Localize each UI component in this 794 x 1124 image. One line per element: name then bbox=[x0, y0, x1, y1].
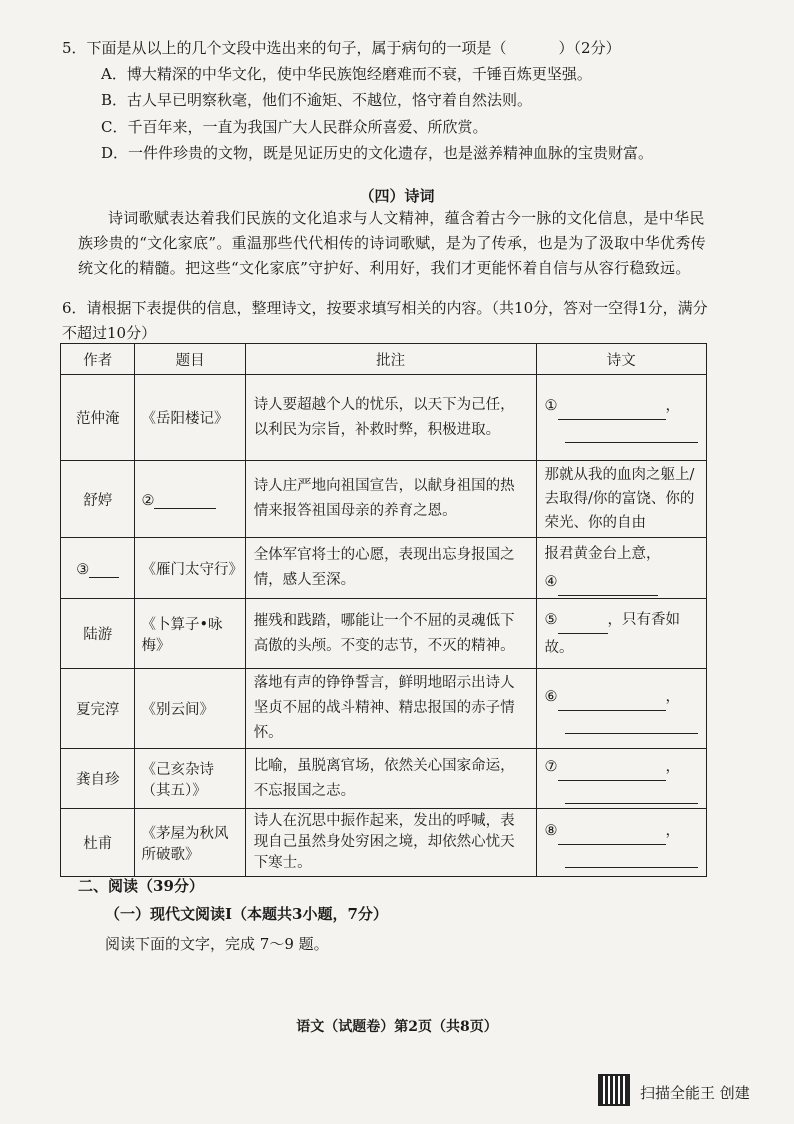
q6-stem: 6．请根据下表提供的信息，整理诗文，按要求填写相关的内容。（共10分，答对一空得1分，满分不超过10分） bbox=[62, 299, 708, 342]
table-row bbox=[61, 538, 707, 599]
cell-note: 诗人要超越个人的忧乐，以天下为己任，以利民为宗旨，补救时弊，积极进取。 bbox=[245, 375, 536, 461]
table-row bbox=[61, 375, 707, 461]
cell-author: 范仲淹 bbox=[61, 375, 135, 461]
cell-author: 杜甫 bbox=[61, 809, 135, 877]
cell-note: 落地有声的铮铮誓言，鲜明地昭示出诗人坚贞不屈的战斗精神、精忠报国的赤子情怀。 bbox=[245, 669, 536, 749]
cell-poem: 那就从我的血肉之躯上/去取得/你的富饶、你的荣光、你的自由 bbox=[536, 461, 706, 538]
scanner-watermark: 扫描全能王 创建 bbox=[640, 1084, 750, 1102]
cell-title: 《雁门太守行》 bbox=[135, 538, 245, 599]
answer-blank[interactable] bbox=[154, 490, 216, 509]
cell-poem: ⑥ ， bbox=[536, 669, 706, 749]
cell-author: 夏完淳 bbox=[61, 669, 135, 749]
q5-option-d: D．一件件珍贵的文物，既是见证历史的文化遗存，也是滋养精神血脉的宝贵财富。 bbox=[101, 144, 654, 162]
q5-option-a: A．博大精深的中华文化，使中华民族饱经磨难而不衰，千锤百炼更坚强。 bbox=[101, 65, 592, 83]
cell-poem: ⑤ ，只有香如故。 bbox=[536, 599, 706, 669]
header-title: 题目 bbox=[135, 344, 245, 375]
cell-author: 龚自珍 bbox=[61, 749, 135, 809]
qr-code-icon bbox=[598, 1074, 630, 1106]
table-row bbox=[61, 599, 707, 669]
answer-blank[interactable] bbox=[558, 762, 666, 781]
answer-blank[interactable] bbox=[558, 826, 666, 845]
table-row bbox=[61, 669, 707, 749]
cell-title: ② bbox=[135, 461, 245, 538]
answer-blank[interactable] bbox=[558, 577, 658, 596]
header-author: 作者 bbox=[61, 344, 135, 375]
cell-note: 诗人在沉思中振作起来，发出的呼喊，表现自己虽然身处穷困之境，却依然心忧天下寒士。 bbox=[245, 809, 536, 877]
answer-blank[interactable] bbox=[565, 420, 698, 443]
answer-blank[interactable] bbox=[565, 711, 698, 734]
cell-title: 《岳阳楼记》 bbox=[135, 375, 245, 461]
cell-poem: ⑦ ， bbox=[536, 749, 706, 809]
table-row bbox=[61, 461, 707, 538]
cell-note: 全体军官将士的心愿，表现出忘身报国之情，感人至深。 bbox=[245, 538, 536, 599]
cell-poem: ⑧ ， bbox=[536, 809, 706, 877]
cell-author: 舒婷 bbox=[61, 461, 135, 538]
cell-poem: 报君黄金台上意， ④ bbox=[536, 538, 706, 599]
cell-title: 《别云间》 bbox=[135, 669, 245, 749]
q5-option-b: B．古人早已明察秋毫，他们不逾矩、不越位，恪守着自然法则。 bbox=[101, 91, 533, 109]
section-intro: 诗词歌赋表达着我们民族的文化追求与人文精神，蕴含着古今一脉的文化信息，是中华民族珍贵的“文化家底”。重温那些代代相传的诗词歌赋，是为了传承，也是为了汲取中华优秀传统文化的精髓。把这些“文化家底”守护好、利用好，我们才更能怀着自信与从容行稳致远。 bbox=[78, 209, 706, 277]
answer-blank[interactable] bbox=[558, 401, 666, 420]
cell-title: 《茅屋为秋风所破歌》 bbox=[135, 809, 245, 877]
cell-note: 诗人庄严地向祖国宣告，以献身祖国的热情来报答祖国母亲的养育之恩。 bbox=[245, 461, 536, 538]
section-title: （四）诗词 bbox=[359, 187, 435, 205]
part2-subtitle: （一）现代文阅读Ⅰ（本题共3小题，7分） bbox=[105, 905, 388, 923]
answer-blank[interactable] bbox=[565, 845, 698, 868]
cell-author: 陆游 bbox=[61, 599, 135, 669]
q5-option-c: C．千百年来，一直为我国广大人民群众所喜爱、所欣赏。 bbox=[101, 118, 488, 136]
table-row bbox=[61, 749, 707, 809]
answer-blank[interactable] bbox=[558, 692, 666, 711]
table-header-row bbox=[61, 344, 707, 375]
page-footer: 语文（试题卷）第2页（共8页） bbox=[296, 1019, 498, 1035]
cell-note: 摧残和践踏，哪能让一个不屈的灵魂低下高傲的头颅。不变的志节，不灭的精神。 bbox=[245, 599, 536, 669]
part2-title: 二、阅读（39分） bbox=[78, 877, 204, 895]
answer-blank[interactable] bbox=[89, 559, 119, 578]
cell-poem: ① ， bbox=[536, 375, 706, 461]
cell-title: 《己亥杂诗（其五）》 bbox=[135, 749, 245, 809]
table-row bbox=[61, 809, 707, 877]
answer-blank[interactable] bbox=[565, 781, 698, 804]
cell-author: ③ bbox=[61, 538, 135, 599]
poem-table bbox=[60, 343, 707, 877]
header-poem: 诗文 bbox=[536, 344, 706, 375]
part2-instruction: 阅读下面的文字，完成 7～9 题。 bbox=[105, 935, 329, 953]
header-note: 批注 bbox=[245, 344, 536, 375]
q5-stem: 5．下面是从以上的几个文段中选出来的句子，属于病句的一项是（ ）（2分） bbox=[62, 39, 621, 57]
cell-note: 比喻，虽脱离官场，依然关心国家命运，不忘报国之志。 bbox=[245, 749, 536, 809]
cell-title: 《卜算子•咏梅》 bbox=[135, 599, 245, 669]
answer-blank[interactable] bbox=[558, 615, 608, 634]
